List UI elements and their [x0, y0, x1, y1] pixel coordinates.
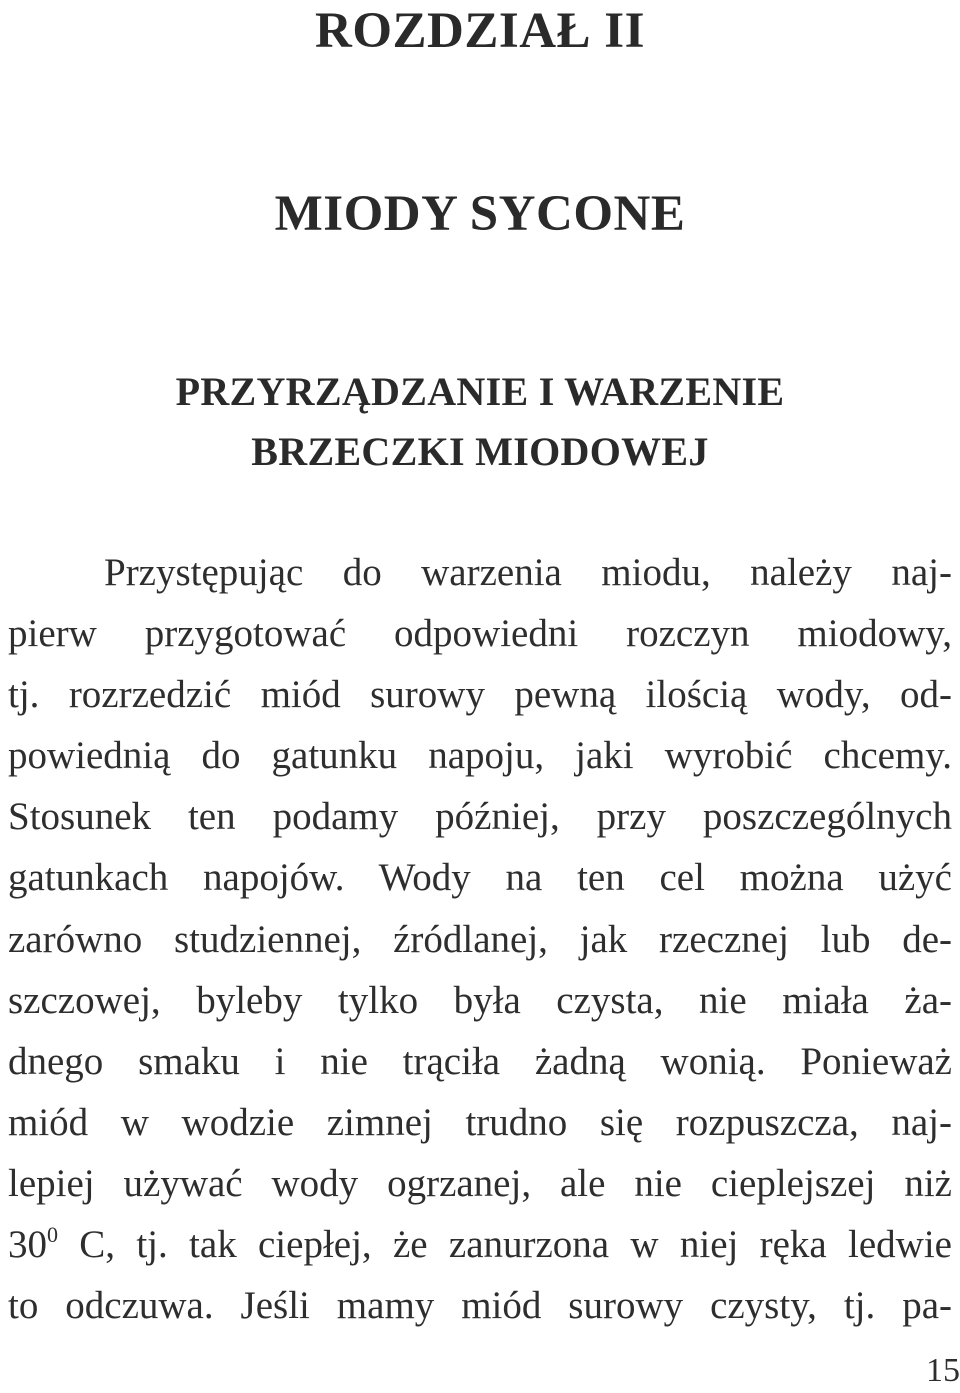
text-line: tj. rozrzedzić miód surowy pewną ilością wody, od-: [8, 673, 952, 717]
text-line-temperature: [8, 1214, 952, 1275]
text-line: Przystępując do warzenia miodu, należy naj-: [104, 551, 952, 594]
page-number: 15: [926, 1352, 960, 1389]
temperature-degree-superscript: 0: [47, 1222, 58, 1248]
subsection-title-line-1: PRZYRZĄDZANIE I WARZENIE: [175, 369, 785, 414]
body-paragraph: [8, 542, 952, 1336]
text-line: powiednią do gatunku napoju, jaki wyrobić chcemy.: [8, 734, 952, 778]
temperature-line-rest: C, tj. tak ciepłej, że zanurzona w niej ręka ledwie: [58, 1223, 952, 1267]
text-line: miód w wodzie zimnej trudno się rozpuszcza, naj-: [8, 1100, 952, 1144]
text-line: dnego smaku i nie trąciła żadną wonią. Ponieważ: [8, 1039, 952, 1083]
text-line: to odczuwa. Jeśli mamy miód surowy czysty, tj. pa-: [8, 1284, 952, 1328]
chapter-title: ROZDZIAŁ II: [314, 3, 645, 59]
section-title: MIODY SYCONE: [274, 186, 686, 242]
text-line: gatunkach napojów. Wody na ten cel można użyć: [8, 856, 952, 900]
temperature-value: 30: [8, 1223, 47, 1267]
text-line: szczowej, byleby tylko była czysta, nie miała ża-: [8, 978, 952, 1022]
text-line: lepiej używać wody ogrzanej, ale nie cieplejszej niż: [8, 1161, 952, 1205]
text-line: Stosunek ten podamy później, przy poszczególnych: [8, 795, 952, 839]
text-line: pierw przygotować odpowiedni rozczyn miodowy,: [8, 612, 952, 656]
subsection-title-line-2: BRZECZKI MIODOWEJ: [251, 429, 709, 474]
text-line: zarówno studziennej, źródlanej, jak rzecznej lub de-: [8, 917, 952, 961]
